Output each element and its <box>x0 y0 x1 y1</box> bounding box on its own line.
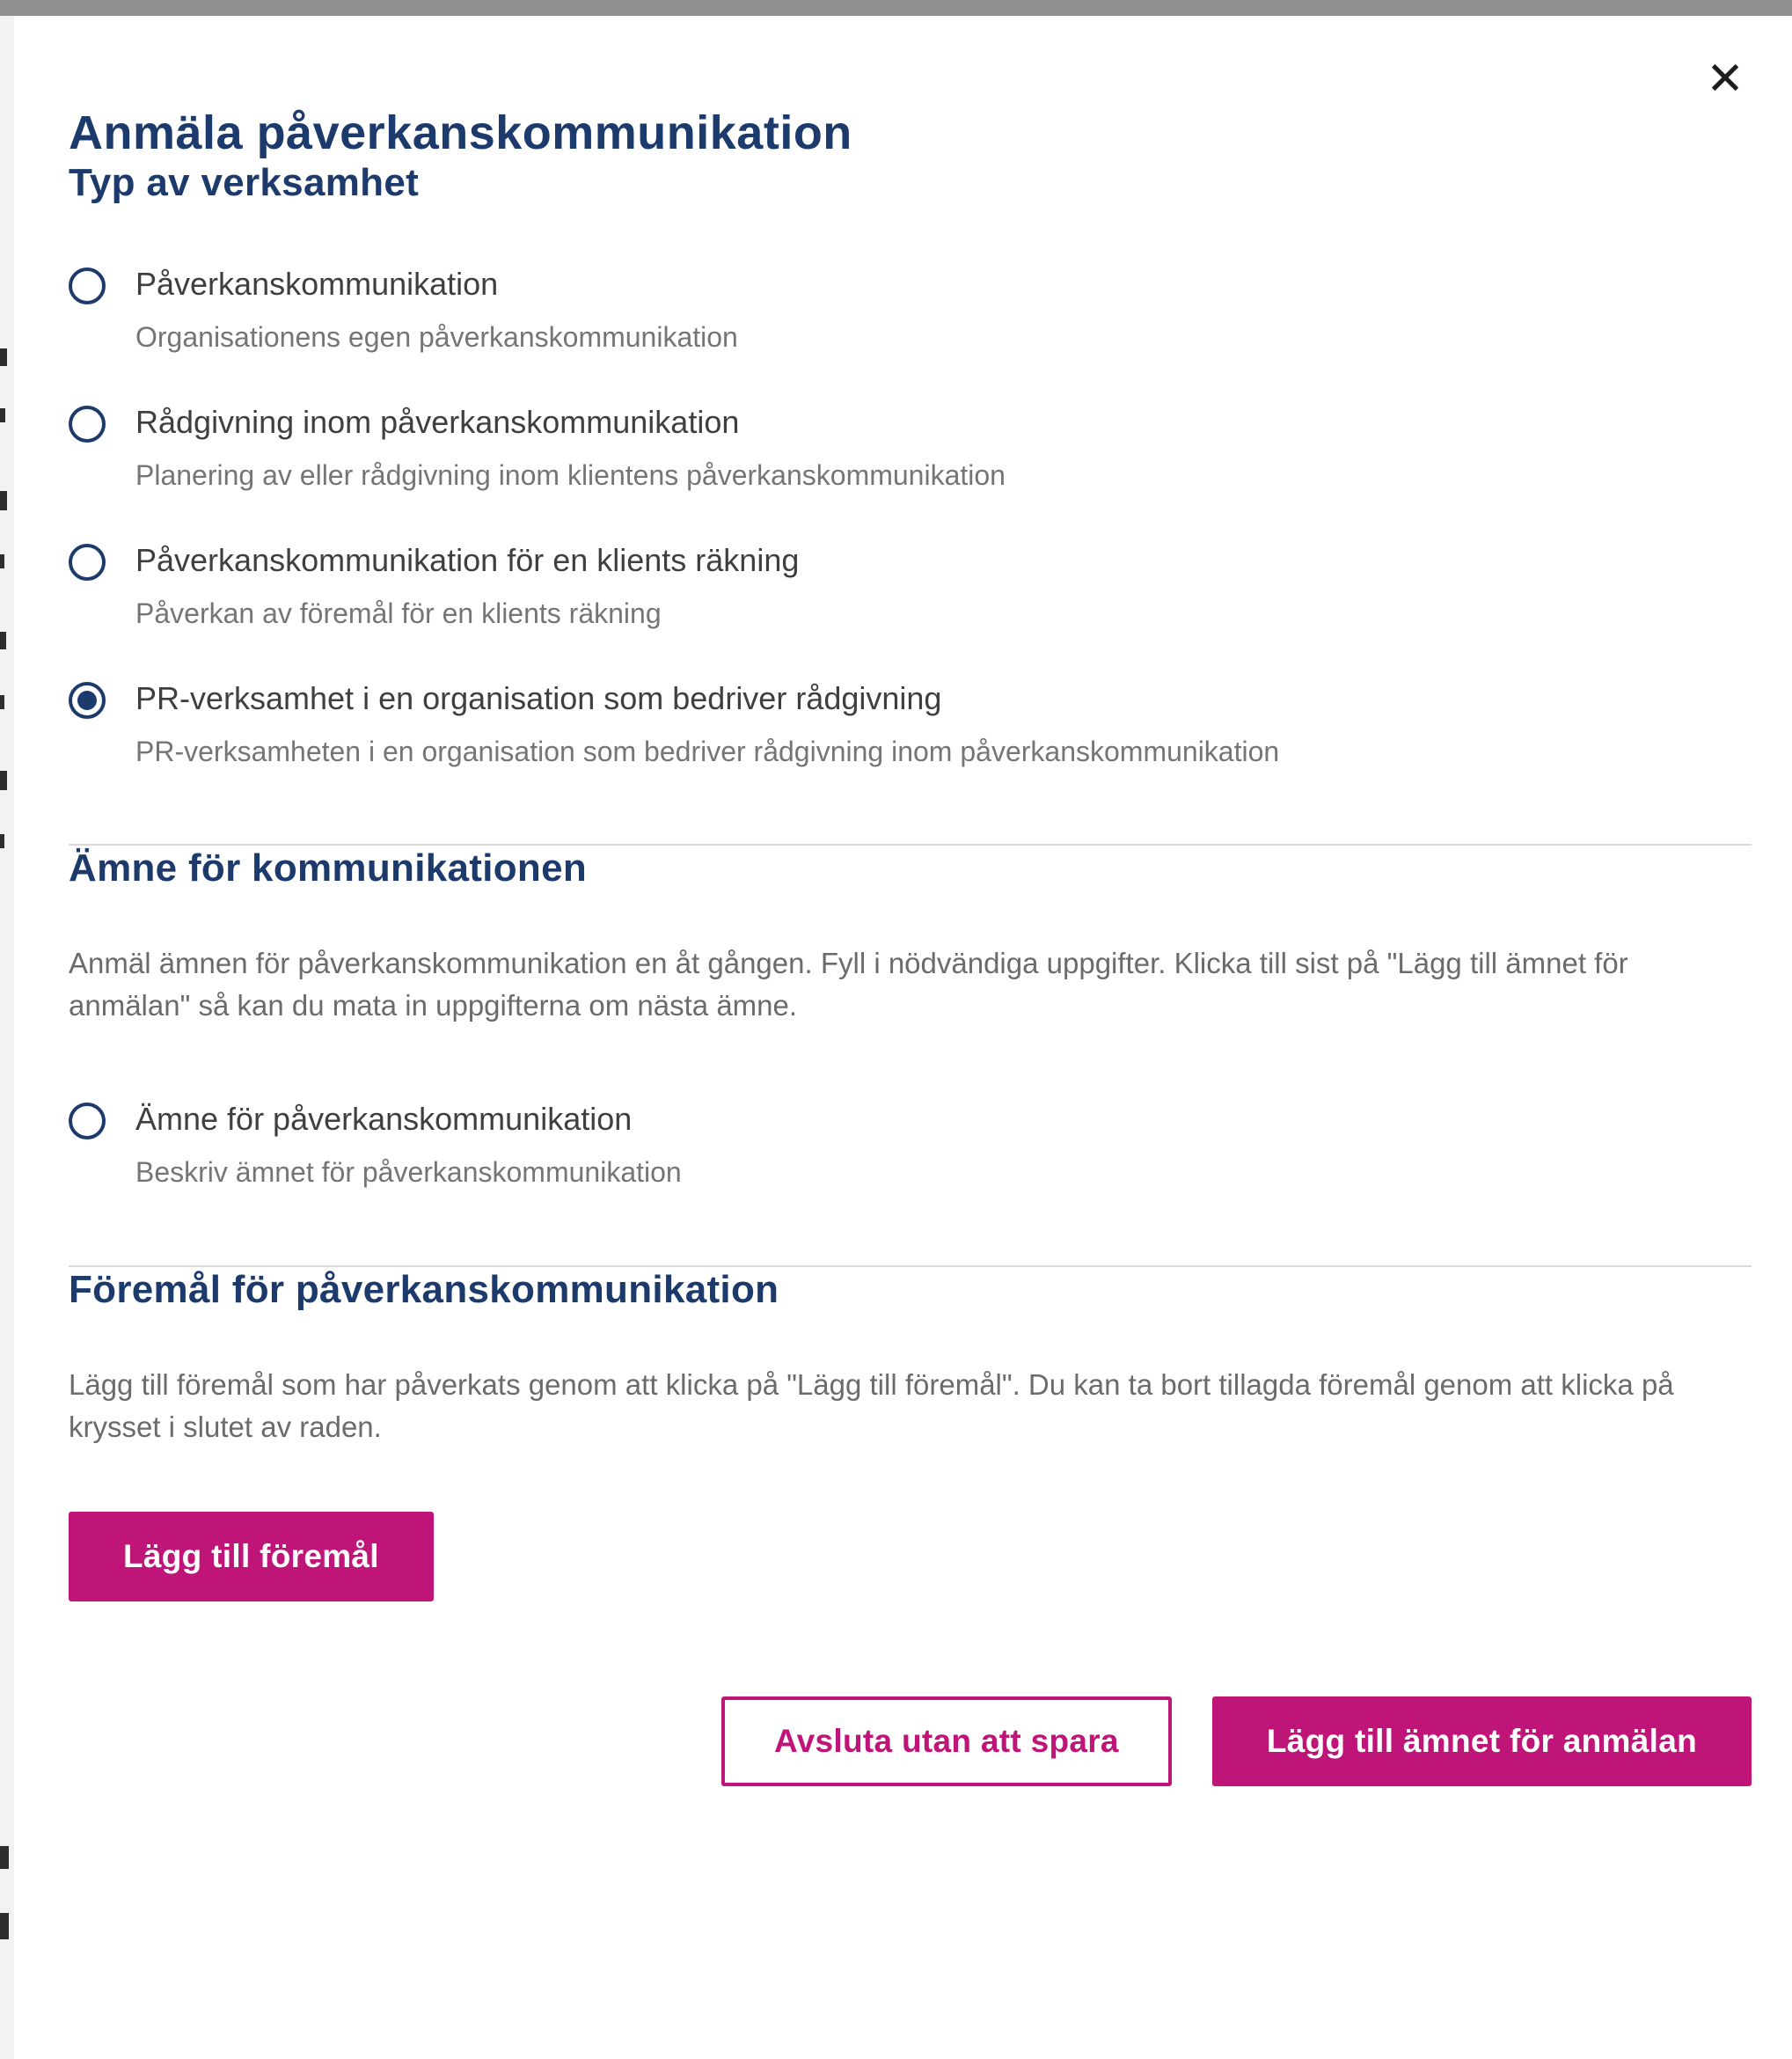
radio-option-description: Beskriv ämnet för påverkanskommunikation <box>135 1155 682 1188</box>
section-heading-activity-type: Typ av verksamhet <box>69 161 420 205</box>
radio-option-description: PR-verksamheten i en organisation som bedriver rådgivning inom påverkanskommunikation <box>135 736 1280 767</box>
radio-option-label: Rådgivning inom påverkanskommunikation <box>135 404 740 440</box>
modal-footer <box>69 1696 1752 1786</box>
radio-option-topic[interactable] <box>69 1099 1752 1190</box>
radio-option-label: Ämne för påverkanskommunikation <box>135 1100 633 1137</box>
radio-option-label: PR-verksamhet i en organisation som bedriver rådgivning <box>135 680 942 716</box>
radio-option-label: Påverkanskommunikation <box>135 266 499 302</box>
modal-title: Anmäla påverkanskommunikation <box>69 106 852 159</box>
radio-button[interactable] <box>69 267 106 304</box>
radio-option-pr-activity[interactable] <box>69 678 1752 769</box>
radio-option-label: Påverkanskommunikation för en klients räkning <box>135 542 800 578</box>
topic-intro-text: Anmäl ämnen för påverkanskommunikation en åt gången. Fyll i nödvändiga uppgifter. Klicka till sist på "Lägg till ämnet för anmälan" så kan du mata in uppgifterna om nästa ämne. <box>69 946 1628 1022</box>
close-button[interactable] <box>1697 51 1753 107</box>
modal-dialog <box>14 16 1792 2059</box>
page-fragment <box>0 1846 9 1869</box>
option-text <box>135 402 1006 493</box>
radio-button[interactable] <box>69 682 106 719</box>
radio-button[interactable] <box>69 1103 106 1139</box>
radio-option-own-communication[interactable] <box>69 264 1752 355</box>
option-text <box>135 1099 682 1190</box>
radio-button[interactable] <box>69 544 106 581</box>
option-text <box>135 540 799 631</box>
add-target-button[interactable]: Lägg till föremål <box>69 1512 434 1601</box>
activity-type-options <box>69 264 1752 769</box>
section-heading-topic: Ämne för kommunikationen <box>69 846 588 890</box>
radio-option-description: Organisationens egen påverkanskommunikation <box>135 321 738 353</box>
page-fragment <box>0 1913 9 1939</box>
radio-button[interactable] <box>69 406 106 443</box>
page-fragment <box>0 491 7 510</box>
option-text <box>135 678 1279 769</box>
page-fragment <box>0 771 7 790</box>
section-heading-targets: Föremål för påverkanskommunikation <box>69 1267 779 1311</box>
targets-intro-text: Lägg till föremål som har påverkats genom att klicka på "Lägg till föremål". Du kan ta bort tillagda föremål genom att klicka på krysset i slutet av raden. <box>69 1367 1674 1443</box>
radio-option-client-communication[interactable] <box>69 540 1752 631</box>
option-text <box>135 264 738 355</box>
radio-option-advisory[interactable] <box>69 402 1752 493</box>
submit-button[interactable]: Lägg till ämnet för anmälan <box>1212 1696 1752 1786</box>
close-icon: ✕ <box>1706 54 1744 105</box>
radio-option-description: Påverkan av föremål för en klients räkning <box>135 597 662 629</box>
page-fragment <box>0 554 4 568</box>
page-fragment <box>0 695 4 709</box>
background-page-edge <box>0 16 14 2059</box>
page-fragment <box>0 408 5 422</box>
radio-option-description: Planering av eller rådgivning inom klientens påverkanskommunikation <box>135 459 1006 491</box>
page-fragment <box>0 348 7 366</box>
page-fragment <box>0 632 6 649</box>
cancel-button[interactable]: Avsluta utan att spara <box>721 1696 1172 1786</box>
page-fragment <box>0 834 4 848</box>
